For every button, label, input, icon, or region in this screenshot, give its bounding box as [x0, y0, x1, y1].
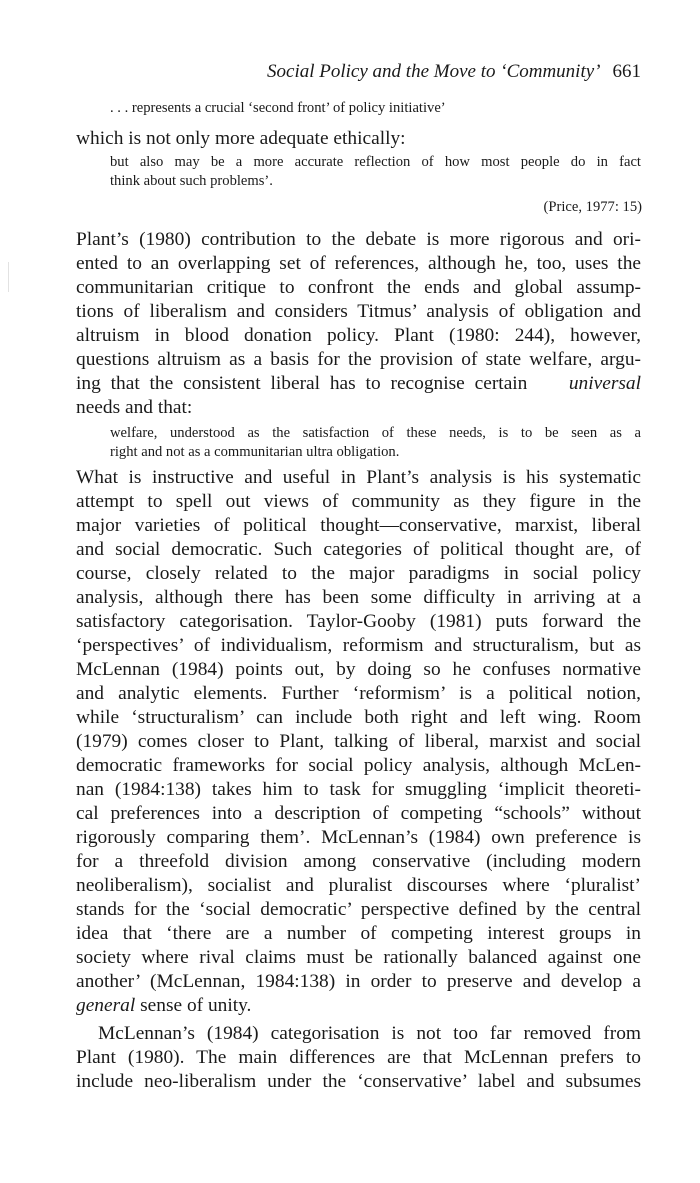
- text-line: (1979) comes closer to Plant, talking of liberal, marxist and social: [76, 731, 641, 752]
- text-line: communitarian critique to confront the ends and global assump-: [76, 277, 641, 298]
- text-line: democratic frameworks for social policy analysis, although McLen-: [76, 755, 641, 776]
- text-line: satisfactory categorisation. Taylor-Gooby (1981) puts forward the: [76, 611, 641, 632]
- quote-line: but also may be a more accurate reflection of how most people do in fact: [110, 154, 641, 170]
- emphasis-universal: universal: [568, 373, 641, 394]
- text-fragment: sense of unity.: [140, 995, 252, 1016]
- text-line: include neo-liberalism under the ‘conservative’ label and subsumes: [76, 1071, 641, 1092]
- text-line: society where rival claims must be rationally balanced against one: [76, 947, 641, 968]
- text-line: Plant’s (1980) contribution to the debate is more rigorous and ori-: [76, 229, 641, 250]
- text-line: What is instructive and useful in Plant’s analysis is his systematic: [76, 467, 641, 488]
- margin-mark: [8, 262, 9, 292]
- text-line: cal preferences into a description of competing “schools” without: [76, 803, 641, 824]
- text-line: while ‘structuralism’ can include both right and left wing. Room: [76, 707, 641, 728]
- text-line: attempt to spell out views of community as they figure in the: [76, 491, 641, 512]
- page-number: 661: [612, 61, 641, 82]
- text-line: [76, 994, 641, 1018]
- quote-line: welfare, understood as the satisfaction of these needs, is to be seen as a: [110, 425, 641, 441]
- text-line: nan (1984:138) takes him to task for smuggling ‘implicit theoreti-: [76, 779, 641, 800]
- text-line: major varieties of political thought—conservative, marxist, liberal: [76, 515, 641, 536]
- text-line: rigorously comparing them’. McLennan’s (1984) own preference is: [76, 827, 641, 848]
- text-line: ented to an overlapping set of references, although he, too, uses the: [76, 253, 641, 274]
- text-line: questions altruism as a basis for the provision of state welfare, argu-: [76, 349, 641, 370]
- text-line: and social democratic. Such categories of political thought are, of: [76, 539, 641, 560]
- running-head: [76, 60, 641, 84]
- text-line: [76, 372, 641, 396]
- citation: (Price, 1977: 15): [543, 199, 642, 215]
- text-line: needs and that:: [76, 397, 193, 418]
- running-head-title: Social Policy and the Move to ‘Community’: [267, 61, 601, 82]
- block-quote-1: . . . represents a crucial ‘second front’ of policy initiative’: [110, 100, 446, 116]
- text-line: ‘perspectives’ of individualism, reformism and structuralism, but as: [76, 635, 641, 656]
- text-line: McLennan’s (1984) categorisation is not too far removed from: [98, 1023, 641, 1044]
- text-line: altruism in blood donation policy. Plant (1980: 244), however,: [76, 325, 641, 346]
- text-fragment: ing that the consistent liberal has to recognise certain: [76, 373, 528, 394]
- text-line: and analytic elements. Further ‘reformism’ is a political notion,: [76, 683, 641, 704]
- emphasis-general: general: [76, 995, 136, 1016]
- quote-line: think about such problems’.: [110, 173, 273, 189]
- quote-line: right and not as a communitarian ultra obligation.: [110, 444, 400, 460]
- text-line: tions of liberalism and considers Titmus’ analysis of obligation and: [76, 301, 641, 322]
- text-line: another’ (McLennan, 1984:138) in order to preserve and develop a: [76, 971, 641, 992]
- text-line: analysis, although there has been some difficulty in arriving at a: [76, 587, 641, 608]
- text-line: Plant (1980). The main differences are that McLennan prefers to: [76, 1047, 641, 1068]
- text-line: for a threefold division among conservative (including modern: [76, 851, 641, 872]
- text-line: McLennan (1984) points out, by doing so he confuses normative: [76, 659, 641, 680]
- paragraph-1: which is not only more adequate ethically:: [76, 128, 406, 149]
- text-line: stands for the ‘social democratic’ perspective defined by the central: [76, 899, 641, 920]
- text-line: course, closely related to the major paradigms in social policy: [76, 563, 641, 584]
- text-line: neoliberalism), socialist and pluralist discourses where ‘pluralist’: [76, 875, 641, 896]
- text-line: idea that ‘there are a number of competing interest groups in: [76, 923, 641, 944]
